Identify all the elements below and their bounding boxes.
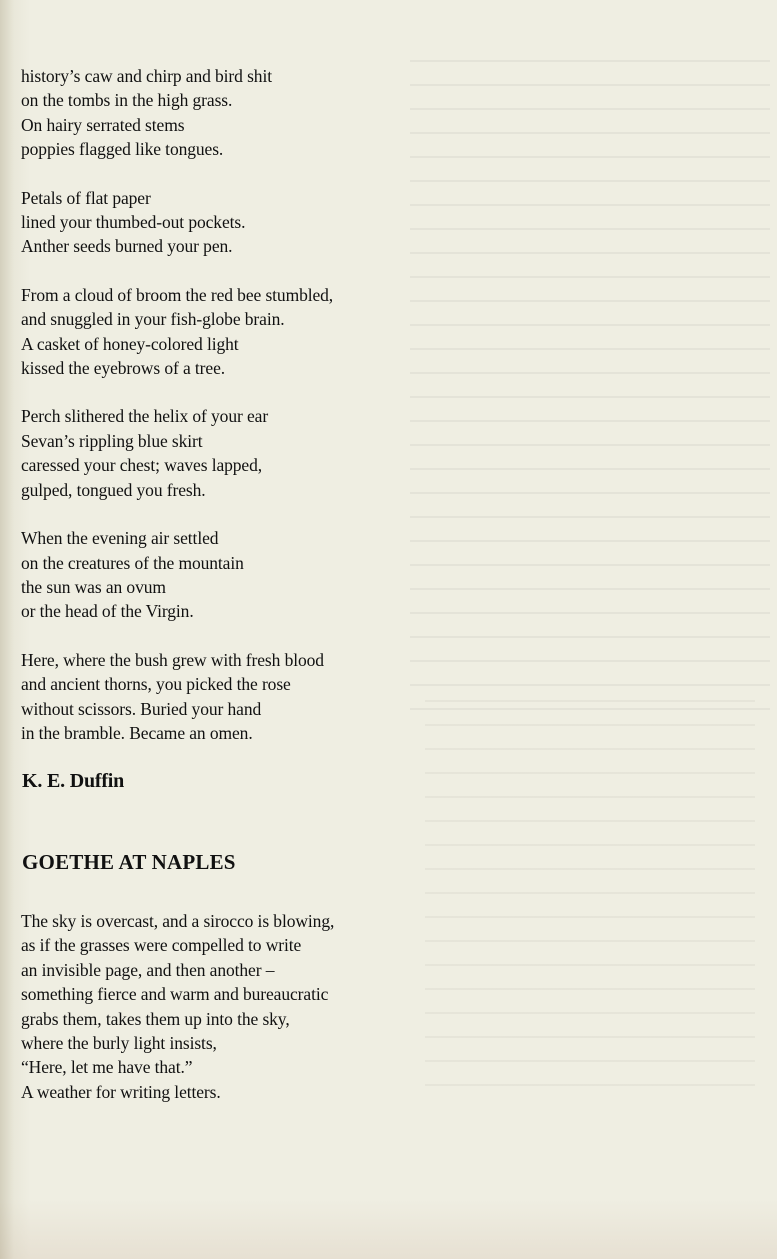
poem-line: A weather for writing letters. — [21, 1081, 221, 1102]
poem-line: gulped, tongued you fresh. — [21, 479, 206, 500]
poem-line: an invisible page, and then another – — [21, 959, 275, 980]
poem-line: or the head of the Virgin. — [21, 601, 194, 622]
poem-line: the sun was an ovum — [21, 576, 166, 597]
poem-line: something fierce and warm and bureaucratic — [21, 984, 329, 1005]
poem-line: Sevan’s rippling blue skirt — [21, 430, 203, 451]
show-through-text-lower — [425, 700, 755, 1100]
poem-line: Anther seeds burned your pen. — [21, 236, 233, 257]
poem-line: From a cloud of broom the red bee stumbled, — [21, 284, 334, 305]
poem-line: Petals of flat paper — [21, 187, 151, 208]
poem-line: in the bramble. Became an omen. — [21, 722, 253, 743]
poem-title: GOETHE AT NAPLES — [22, 850, 236, 874]
show-through-text — [410, 60, 770, 720]
poem-line: grabs them, takes them up into the sky, — [21, 1008, 290, 1029]
poem-line: without scissors. Buried your hand — [21, 698, 262, 719]
poem-line: On hairy serrated stems — [21, 114, 185, 135]
poem-line: on the creatures of the mountain — [21, 552, 244, 573]
poem-line: Here, where the bush grew with fresh blood — [21, 649, 324, 670]
poem-line: lined your thumbed-out pockets. — [21, 212, 246, 233]
poem-line: A casket of honey-colored light — [21, 333, 239, 354]
poem-line: poppies flagged like tongues. — [21, 139, 224, 160]
stanza — [21, 64, 441, 162]
stanza — [21, 404, 441, 502]
author-name: K. E. Duffin — [22, 770, 125, 792]
poem-line: caressed your chest; waves lapped, — [21, 455, 263, 476]
poem-continuation — [21, 64, 441, 769]
poem-line: as if the grasses were compelled to write — [21, 935, 302, 956]
poem-line: When the evening air settled — [21, 528, 219, 549]
stanza — [21, 283, 441, 381]
poem-line: on the tombs in the high grass. — [21, 90, 233, 111]
stanza — [21, 648, 441, 746]
stanza — [21, 526, 441, 624]
poem-body — [21, 909, 441, 1104]
poem-line: and ancient thorns, you picked the rose — [21, 674, 291, 695]
poem-line: history’s caw and chirp and bird shit — [21, 66, 272, 86]
poem-line: kissed the eyebrows of a tree. — [21, 358, 226, 379]
poem-line: where the burly light insists, — [21, 1033, 217, 1054]
poem-line: The sky is overcast, and a sirocco is blowing, — [21, 911, 335, 931]
poem-line: Perch slithered the helix of your ear — [21, 406, 269, 427]
poem-line: “Here, let me have that.” — [21, 1057, 193, 1078]
stanza — [21, 186, 441, 259]
poem-line: and snuggled in your fish-globe brain. — [21, 309, 285, 330]
